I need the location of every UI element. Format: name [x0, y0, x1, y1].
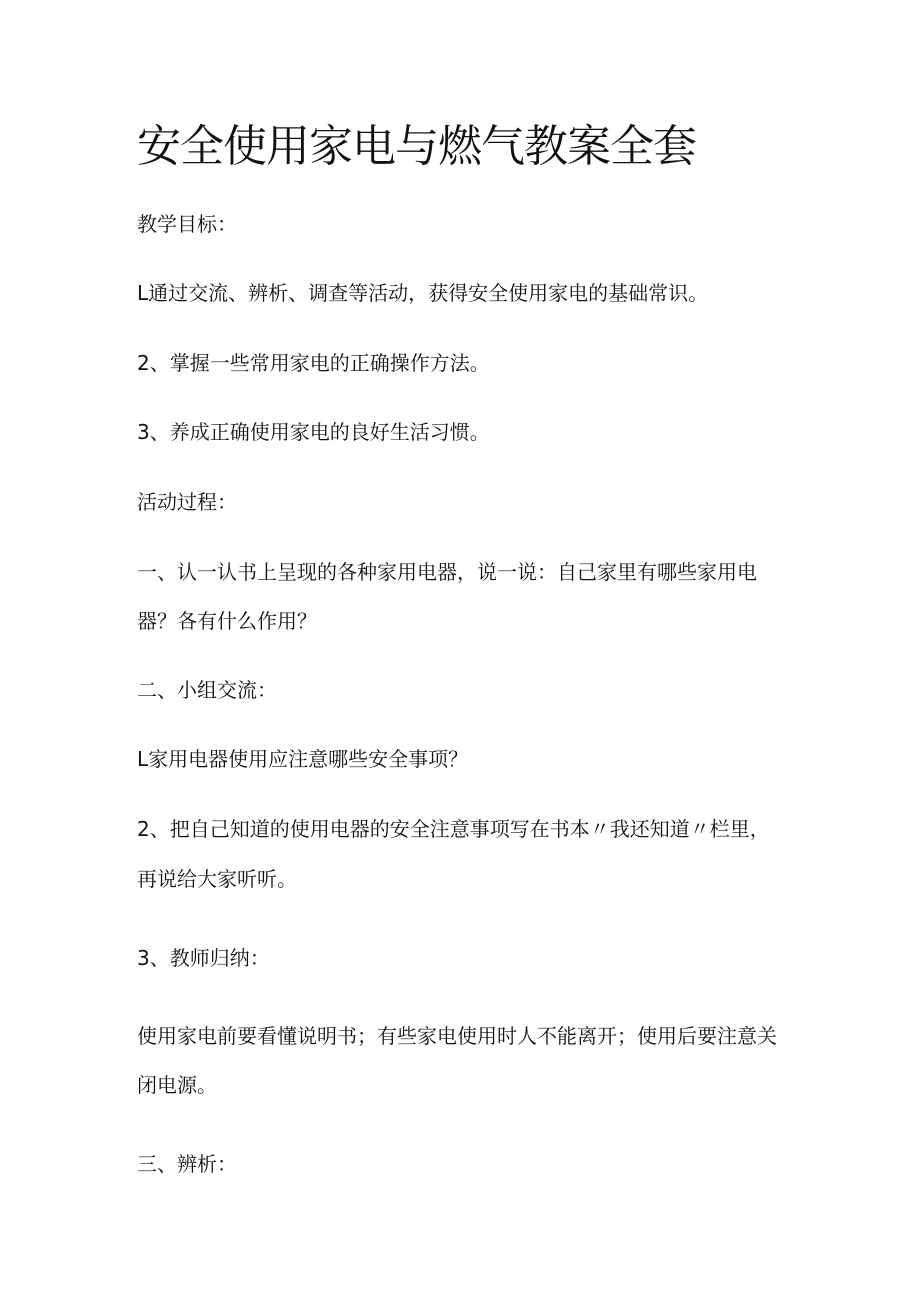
step-2-heading: 二、小组交流： — [137, 678, 277, 702]
objective-1: L通过交流、辨析、调查等活动，获得安全使用家电的基础常识。 — [137, 281, 709, 305]
step-1-line-2: 器？各有什么作用？ — [137, 609, 317, 633]
step-3-heading: 三、辨析： — [137, 1152, 237, 1176]
document-title: 安全使用家电与燃气教案全套 — [137, 121, 696, 172]
step-2-item-2-line-2: 再说给大家听听。 — [137, 867, 297, 891]
step-2-item-2-line-1: 2、把自己知道的使用电器的安全注意事项写在书本〃我还知道〃栏里， — [137, 817, 770, 841]
step-2-item-1: L家用电器使用应注意哪些安全事项？ — [137, 747, 469, 771]
step-2-item-3: 3、教师归纳： — [137, 946, 270, 970]
section-heading-objectives: 教学目标： — [137, 212, 237, 236]
section-heading-process: 活动过程： — [137, 490, 237, 514]
summary-line-2: 闭电源。 — [137, 1073, 217, 1097]
step-1-line-1: 一、认一认书上呈现的各种家用电器，说一说：自己家里有哪些家用电 — [137, 560, 757, 584]
objective-2: 2、掌握一些常用家电的正确操作方法。 — [137, 351, 490, 375]
objective-3: 3、养成正确使用家电的良好生活习惯。 — [137, 420, 490, 444]
summary-line-1: 使用家电前要看懂说明书；有些家电使用时人不能离开；使用后要注意关 — [137, 1024, 777, 1048]
